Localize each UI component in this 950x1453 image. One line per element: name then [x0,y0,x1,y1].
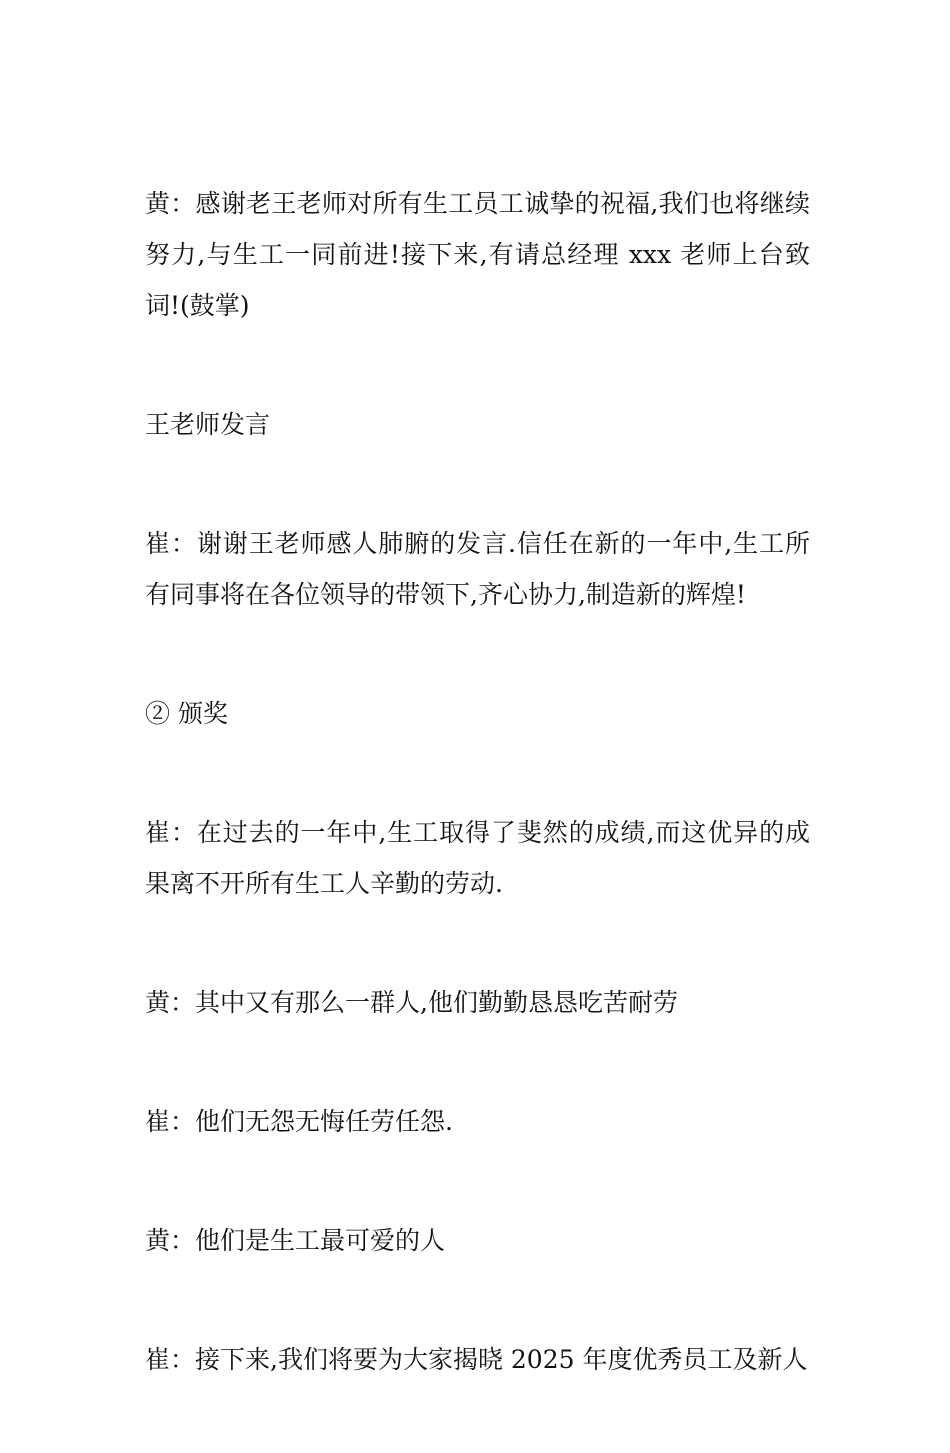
paragraph-past-year: 崔：在过去的一年中,生工取得了斐然的成绩,而这优异的成果离不开所有生工人辛勤的劳动. [145,818,810,898]
paragraph-announce: 崔：接下来,我们将要为大家揭晓 2025 年度优秀员工及新人 [145,1345,808,1374]
section-heading-awards: ② 颁奖 [145,699,228,728]
paragraph-no-complaints: 崔：他们无怨无悔任劳任怨. [145,1107,453,1136]
paragraph-thanks-cui: 崔：谢谢王老师感人肺腑的发言.信任在新的一年中,生工所有同事将在各位领导的带领下,齐心协力,制造新的辉煌! [145,529,810,609]
paragraph-loveliest: 黄：他们是生工最可爱的人 [145,1226,446,1255]
paragraph-thanks-huang: 黄：感谢老王老师对所有生工员工诚挚的祝福,我们也将继续努力,与生工一同前进!接下来,有请总经理 xxx 老师上台致词!(鼓掌) [145,189,810,320]
paragraph-hardworking: 黄：其中又有那么一群人,他们勤勤恳恳吃苦耐劳 [145,988,678,1017]
paragraph-wang-speech: 王老师发言 [145,410,271,439]
document-body [145,178,810,1453]
